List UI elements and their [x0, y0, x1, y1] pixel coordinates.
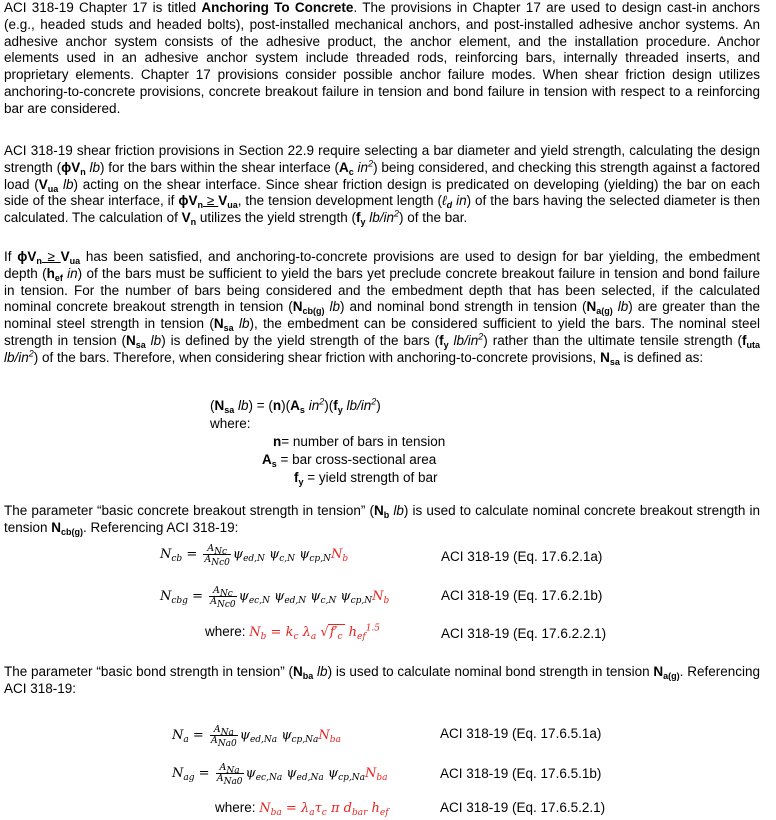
shear-friction-paragraph: ACI 318-19 shear friction provisions in Section 22.9 require selecting a bar diameter and yield strength, calculating the design strength ($\phi V_n$ lb) for the bars within the shear interface ($A_c$ $in^2$) being considered, and checking this strength against a factored load ($V_{ua}$ lb) acting on the shear interface. Since shear friction design is predicated on developing (yielding) the bar on each side of the shear interface, if $\phi V_n \ge V_{ua}$, the tension development length (ℓ$_d$ in) of the bars having the selected diameter is then calculated. The calculation of $V_n$ utilizes the yield strength ($f_y$ $lb/in^2$) of the bar. — [4, 143, 761, 228]
anchoring-paragraph: If $\phi V_n \ge V_{ua}$ has been satisfied, and anchoring-to-concrete provisions are used to design for bar yielding, the embedment depth ($h_{ef}$ in) of the bars must be sufficient to yield the bars yet preclude concrete breakout failure in tension and bond failure in tension. For the number of bars being considered and the embedment depth that has been selected, if the calculated nominal concrete breakout strength in tension ($N_{cb(g)}$ lb) and nominal bond strength in tension ($N_{a(g)}$ lb) are greater than the nominal steel strength in tension ($N_{sa}$ lb), the embedment can be considered sufficient to yield the bars. The nominal steel strength in tension ($N_{sa}$ lb) is defined by the yield strength of the bars ($f_y$ $lb/in^2$) rather than the ultimate tensile strength ($f_{uta}$ $lb/in^2$) of the bars. Therefore, when considering shear friction with anchoring-to-concrete provisions, $N_{sa}$ is defined as: — [4, 249, 761, 367]
definition-as: $A_s$ = bar cross-sectional area — [262, 452, 437, 469]
equation-reference: ACI 318-19 (Eq. 17.6.2.1b) — [441, 588, 603, 603]
definition-fy: $f_y$ = yield strength of bar — [294, 470, 438, 487]
definition-n: n= number of bars in tension — [273, 434, 446, 449]
equation-reference: ACI 318-19 (Eq. 17.6.5.1a) — [440, 726, 602, 741]
equation-ncbg: $N_{cbg}$ = $\frac{A_{Nc}}{A_{Nc0}}$ $\psi_{ec,N}$ $\psi_{ed,N}$ $\psi_{c,N}$ $\psi_{cp,N}N_b$ — [160, 585, 390, 610]
equation-reference: ACI 318-19 (Eq. 17.6.2.1a) — [441, 549, 603, 564]
equation-na: $N_a$ = $\frac{A_{Na}}{A_{Na0}}$ $\psi_{ed,Na}$ $\psi_{cp,Na}N_{ba}$ — [172, 724, 341, 749]
breakout-paragraph: The parameter “basic concrete breakout strength in tension” ($N_b$ lb) is used to calculate nominal concrete breakout strength in tension $N_{cb(g)}$. Referencing ACI 318-19: — [4, 503, 760, 537]
text: ACI 318-19 Chapter 17 is titled — [4, 0, 202, 15]
equation-reference: ACI 318-19 (Eq. 17.6.5.2.1) — [440, 800, 606, 815]
equation-nag: $N_{ag}$ = $\frac{A_{Na}}{A_{Na0}}$ $\psi_{ec,Na}$ $\psi_{ed,Na}$ $\psi_{cp,Na}N_{ba}$ — [172, 762, 388, 787]
intro-paragraph — [4, 0, 760, 118]
equation-ncb: $N_{cb}$ = $\frac{A_{Nc}}{A_{Nc0}}$ $\psi_{ed,N}$ $\psi_{c,N}$ $\psi_{cp,N}N_b$ — [160, 543, 349, 568]
chapter-title: Anchoring To Concrete — [201, 0, 354, 15]
nsa-equation: ($N_{sa}$ $lb) = (n)(A_s$ $in^2)(f_y$ $lb/in^2$) — [210, 396, 381, 415]
where-label: where: — [210, 416, 251, 431]
equation-nba: where: $N_{ba} = \lambda_a\tau_c$ π $d_{bar}$ $h_{ef}$ — [215, 800, 389, 818]
text: . The provisions in Chapter 17 are used to design cast-in anchors (e.g., headed studs and headed bolts), post-installed mechanical anchors, and post-installed adhesive anchor systems. An adhesive anchor system consists of the adhesive product, the anchor element, and the installation procedure. Anchor elements used in an adhesive anchor system include threaded rods, reinforcing bars, internally threaded inserts, and proprietary elements. Chapter 17 provisions consider possible anchor failure modes. When shear friction design utilizes anchoring-to-concrete provisions, concrete breakout failure in tension and bond failure in tension with respect to a reinforcing bar are considered. — [4, 0, 760, 116]
equation-reference: ACI 318-19 (Eq. 17.6.5.1b) — [440, 766, 602, 781]
equation-reference: ACI 318-19 (Eq. 17.6.2.2.1) — [441, 626, 607, 641]
bond-paragraph: The parameter “basic bond strength in tension” ($N_{ba}$ lb) is used to calculate nominal bond strength in tension $N_{a(g)}$. Referencing ACI 318-19: — [4, 664, 760, 696]
equation-nb: where: $N_b = k_c$ $\lambda_a$ $√f'_c$ $h_{ef}^{1.5}$ — [205, 623, 381, 642]
